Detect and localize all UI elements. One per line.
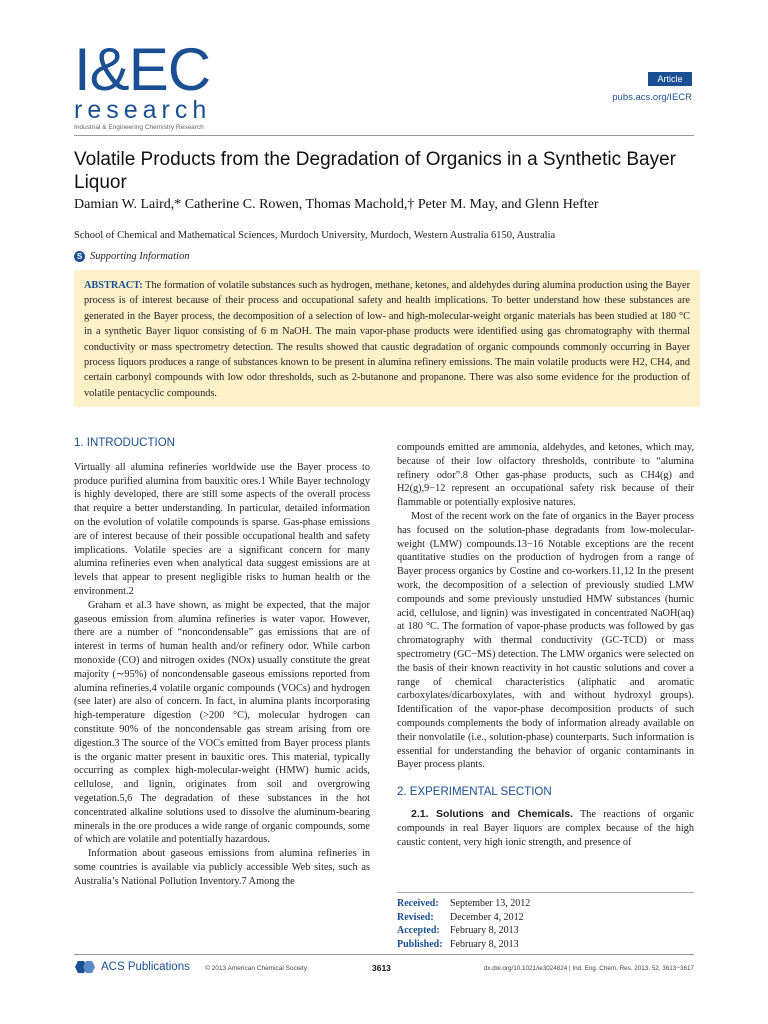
journal-logo: [74, 36, 212, 131]
abstract-text: The formation of volatile substances such as hydrogen, methane, ketones, and aldehydes during alumina production using the Bayer process is of interest because of their process and occupational safety and health implications. To better understand how these substances are generated in the Bayer process, the decomposition of a selection of low- and high-molecular-weight organic materials has been studied at 180 °C in a synthetic Bayer liquor consisting of 6 m NaOH. The main vapor-phase products were identified using gas chromatography with thermal conductivity or mass spectrometry detection. The results showed that caustic degradation of organic compounds commonly occurring in Bayer process liquors produces a range of substances known to be present in alumina refinery emissions. The main volatile products were H2, CH4, and certain carbonyl compounds with low odor thresholds, such as 2-butanone and propanone. There was also some evidence for the production of volatile pentacyclic compounds.: [84, 280, 691, 399]
date-row-accepted: [397, 924, 694, 938]
journal-logo-main: I&EC: [74, 36, 211, 103]
affiliation: School of Chemical and Mathematical Sciences, Murdoch University, Murdoch, Western Australia 6150, Australia: [74, 230, 556, 241]
date-row-published: [397, 938, 694, 952]
right-column: [397, 441, 694, 849]
supporting-info-label: Supporting Information: [90, 251, 190, 262]
article-title: Volatile Products from the Degradation of Organics in a Synthetic Bayer Liquor: [74, 149, 676, 193]
author-list: Damian W. Laird,* Catherine C. Rowen, Thomas Machold,† Peter M. May, and Glenn Hefter: [74, 197, 599, 212]
supporting-info-link[interactable]: [74, 251, 189, 262]
date-row-received: [397, 897, 694, 911]
date-value: February 8, 2013: [450, 938, 519, 950]
date-label: Received:: [397, 898, 439, 909]
experimental-paragraph-1: [397, 808, 694, 849]
section-heading-introduction: 1. INTRODUCTION: [74, 437, 175, 449]
article-type-badge: Article: [648, 72, 692, 86]
subsection-heading-solutions: 2.1. Solutions and Chemicals.: [411, 807, 574, 820]
abstract-box: [74, 270, 700, 407]
intro-paragraph-2: Graham et al.3 have shown, as might be expected, that the major gaseous emission from alumina refineries is water vapor. However, there are a number of “noncondensable” gas emissions that are of interest in terms of human health and/or refinery odor. While carbon monoxide (CO) and nitrogen oxides (NOx) usually constitute the great majority (∼95%) of noncondensable gaseous emissions reported from alumina refineries,4 volatile organic compounds (VOCs) and hydrogen (see later) are also of concern. In fact, in alumina plants incorporating high-temperature digestion (>200 °C), molecular hydrogen can constitute 90% of the noncondensable gas stream arising from ore digestion.3 The source of the VOCs emitted from Bayer process plants is the organic matter present in bauxitic ores. This material, typically occurring as complex high-molecular-weight (HMW) humic acids, cellulose, and lignin, originates from soil and overgrowing vegetation.5,6 The degradation of these substances in the hot concentrated alkaline solutions used to dissolve the aluminum-bearing minerals in the ore produces a wide range of organic compounds, some of which are volatile and potentially hazardous.: [74, 599, 370, 846]
supporting-info-icon: S: [74, 251, 85, 262]
intro-paragraph-5: Most of the recent work on the fate of organics in the Bayer process has focused on the solution-phase degradants from low-molecular-weight (LMW) compounds.13−16 Notable exceptions are the recent quantitative studies on the production of hydrogen from a range of Bayer process organics by Costine and co-workers.11,12 In the present work, the decomposition of a selection of previously studied LMW compounds and some previously unstudied HMW substances (humic acid, cellulose, and lignin) was investigated in concentrated NaOH(aq) at 180 °C. The formation of vapor-phase products was followed by gas chromatography with thermal conductivity (GC-TCD) or mass spectrometry (GC−MS) detection. The LMW organics were selected on the basis of their known reactivity in hot caustic solutions and cover a range of chemical characteristics (aliphatic and aromatic carboxylates/dicarboxylates, with and without hydroxyl groups). Identification of the vapor-phase decomposition products of such compounds complements the body of information already available on their nonvolatile (i.e., solution-phase) counterparts. Such information is essential for understanding the behavior of organic contaminants in Bayer process plants.: [397, 510, 694, 771]
left-column: [74, 437, 370, 889]
journal-logo-sub: research: [74, 96, 212, 124]
journal-logo-tagline: Industrial & Engineering Chemistry Research: [74, 124, 204, 131]
footer-divider: [74, 954, 694, 955]
date-label: Accepted:: [397, 925, 440, 936]
date-row-revised: [397, 911, 694, 925]
journal-url-link[interactable]: pubs.acs.org/IECR: [612, 92, 692, 103]
acs-hexagon-icon: [74, 960, 96, 974]
intro-paragraph-1: Virtually all alumina refineries worldwide use the Bayer process to produce purified alumina from bauxitic ores.1 While Bayer technology is highly developed, there are still some aspects of the overall process that require a better understanding. In particular, detailed information on the evolution of volatile compounds is sparse. Gas-phase emissions are of interest because of their possible occupational health and safety implications. Volatile species are a significant concern for many alumina refineries even when analytical data suggest emissions are at levels that appear to present negligible risks to human health or the environment.2: [74, 461, 370, 597]
experimental-section: [397, 786, 694, 849]
experimental-paragraph-text: The reactions of organic compounds in real Bayer liquors are complex because of the high caustic content, very high ionic strength, and presence of: [397, 808, 694, 848]
page-number: 3613: [372, 963, 391, 973]
date-label: Published:: [397, 938, 443, 950]
date-label: Revised:: [397, 911, 434, 923]
copyright-notice: © 2013 American Chemical Society: [205, 965, 307, 972]
date-value: December 4, 2012: [450, 911, 524, 923]
publisher-name: ACS Publications: [101, 961, 190, 973]
intro-paragraph-4: compounds emitted are ammonia, aldehydes, and ketones, which may, because of their low olfactory thresholds, contribute to “alumina refinery odor”.8 Other gas-phase products, such as CH4(g) and H2(g),9−12 represent an occupational safety risk because of their flammable or potentially explosive natures.: [397, 442, 694, 509]
abstract-label: ABSTRACT:: [84, 280, 143, 291]
date-value: September 13, 2012: [450, 898, 531, 909]
acs-publications-logo[interactable]: [74, 960, 190, 974]
date-value: February 8, 2013: [450, 925, 519, 936]
intro-paragraph-3: Information about gaseous emissions from alumina refineries in some countries is available via publicly accessible Web sites, such as Australia’s National Pollution Inventory.7 Among the: [74, 848, 370, 887]
header-divider: [74, 135, 694, 136]
article-dates: [397, 892, 694, 951]
doi-citation: dx.doi.org/10.1021/ie3024824 | Ind. Eng. Chem. Res. 2013, 52, 3613−3617: [483, 965, 694, 972]
section-heading-experimental: 2. EXPERIMENTAL SECTION: [397, 786, 552, 799]
